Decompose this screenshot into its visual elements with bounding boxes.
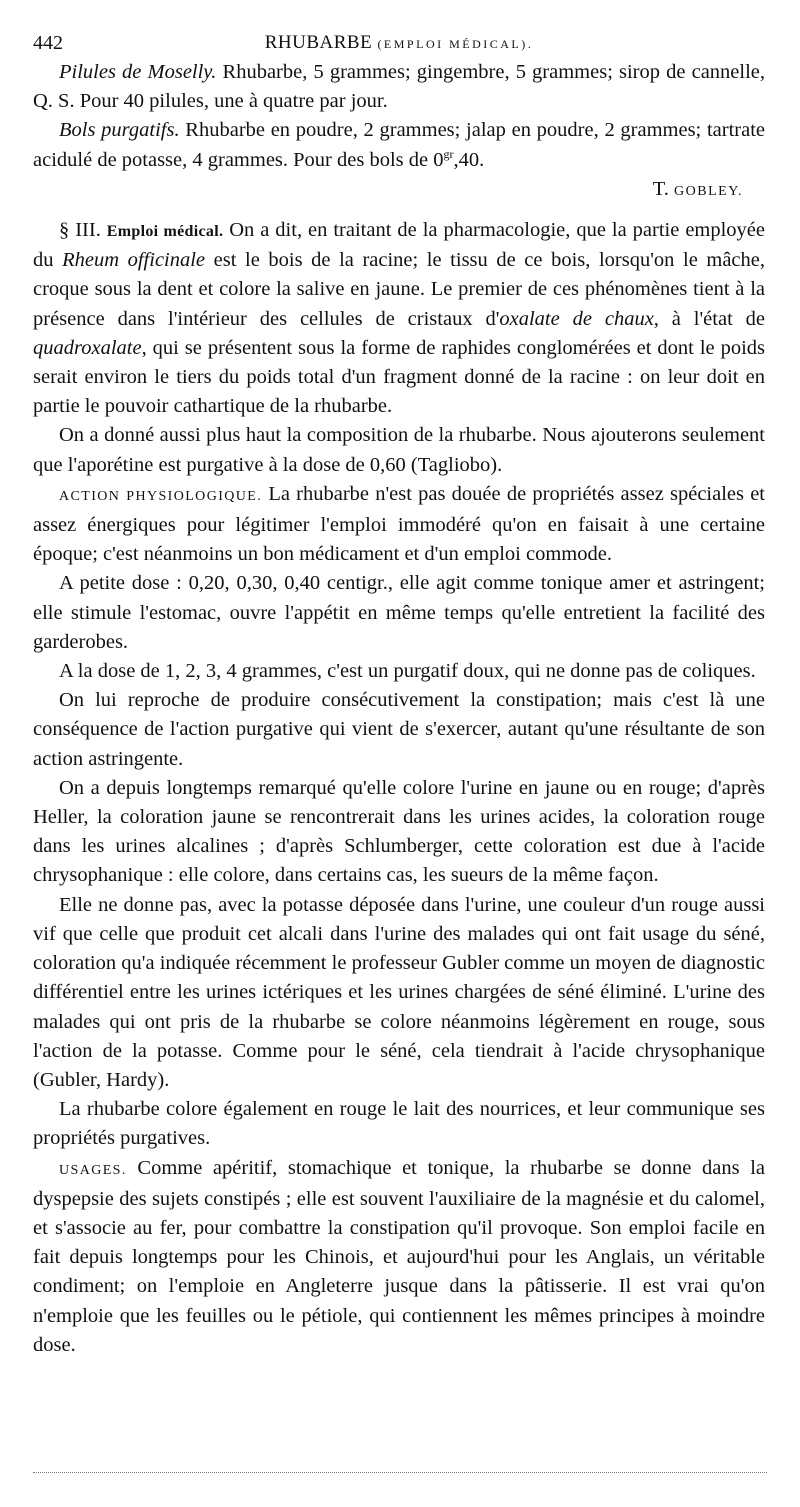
section-title: Emploi médical. (106, 223, 224, 241)
page (33, 28, 765, 1360)
text-run: , qui se présentent sous la forme de raphides conglomérées et dont le poids serait environ le tiers du poids total d'un fragment donné de la racine : on leur doit en partie le pouvoir cathartique de la rhubarbe. (33, 336, 765, 418)
signature-name: GOBLEY. (674, 183, 743, 199)
text-run: est le bois de la racine; le tissu de ce bois, lorsqu'on le mâche, croque sous la dent et colore la salive en jaune. Le premier de ces phénomènes tient à la présence dans l'intérieur des cellules de cristaux d' (33, 249, 766, 330)
action-text: La rhubarbe n'est pas douée de propriétés assez spéciales et assez énergiques pour légitimer l'emploi immodéré qu'on en faisait à une certaine époque; c'est néanmoins un bon médicament et d'un emploi commode. (33, 482, 765, 566)
formula-pilules (33, 58, 765, 116)
formula-bols (33, 116, 765, 174)
page-number: 442 (33, 32, 63, 54)
paragraph-dose-grammes: A la dose de 1, 2, 3, 4 grammes, c'est un purgatif doux, qui ne donne pas de coliques. (59, 660, 756, 683)
author-signature (33, 175, 765, 206)
usages-text: Comme apéritif, stomachique et tonique, la rhubarbe se donne dans la dyspepsie des sujets constipés ; elle est souvent l'auxiliaire de la magnésie et du calomel, et s'associe au fer, pour combattre la constipation qu'il provoque. Son emploi facile en fait depuis longtemps pour les Chinois, et aujourd'hui pour les Anglais, un véritable condiment; on l'emploie en Angleterre jusque dans la pâtisserie. Il est vrai qu'on n'emploie que les feuilles ou le pétiole, qui contiennent les mêmes principes à moindre dose. (33, 1156, 765, 1356)
paragraph-nourrices: La rhubarbe colore également en rouge le lait des nourrices, et leur communique ses propriétés purgatives. (33, 1098, 765, 1150)
action-heading: ACTION PHYSIOLOGIQUE. (59, 488, 263, 504)
formula-text: Rhubarbe en poudre, 2 grammes; jalap en poudre, 2 grammes; tartrate acidulé de potasse, 4 grammes. Pour des bols de 0 (33, 119, 765, 171)
formula-text-tail: ,40. (453, 148, 485, 171)
signature-initial: T. (652, 177, 669, 200)
formula-superscript: gr (443, 146, 454, 161)
paragraph-urine-color: On a depuis longtemps remarqué qu'elle colore l'urine en jaune ou en rouge; d'après Heller, la coloration jaune se rencontrerait dans les urines acides, la coloration rouge dans les urines alcalines ; d'après Schlumberger, cette coloration est due à l'acide chrysophanique : elle colore, dans certains cas, les sueurs de la même façon. (33, 776, 765, 887)
section-number: § III. (59, 219, 101, 242)
italic-term: quadroxalate (33, 336, 142, 359)
paragraph-usages (33, 1154, 765, 1360)
paragraph-petite-dose: A petite dose : 0,20, 0,30, 0,40 centigr., elle agit comme tonique amer et astringent; elle stimule l'estomac, ouvre l'appétit en même temps qu'elle entretient la facilité des garderobes. (33, 572, 765, 653)
paragraph-constipation: On lui reproche de produire consécutivement la constipation; mais c'est là une conséquence de l'action purgative qui vient de s'exercer, autant qu'une résultante de son action astringente. (33, 689, 765, 770)
paragraph-potasse: Elle ne donne pas, avec la potasse déposée dans l'urine, une couleur d'un rouge aussi vif que celle que produit cet alcali dans l'urine des malades qui ont fait usage du séné, coloration qu'a indiquée récemment le professeur Gubler comme un moyen de diagnostic différentiel entre les urines ictériques et les urines chargées de séné éliminé. L'urine des malades qui ont pris de la rhubarbe se colore néanmoins légèrement en rouge, sous l'action de la potasse. Comme pour le séné, cela tiendrait à l'acide chrysophanique (Gubler, Hardy). (33, 893, 765, 1091)
paragraph-aporetine: On a donné aussi plus haut la composition de la rhubarbe. Nous ajouterons seulement que l'aporétine est purgative à la dose de 0,60 (Tagliobo). (33, 424, 765, 476)
running-title-main: RHUBARBE (264, 32, 373, 53)
footer-dotted-rule (33, 1472, 767, 1473)
formula-name: Pilules de Moselly. (59, 61, 217, 83)
running-title (33, 28, 765, 59)
text-run: , à l'état de (653, 307, 765, 330)
usages-heading: USAGES. (59, 1162, 127, 1178)
formula-text: Rhubarbe, 5 grammes; gingembre, 5 grammes; sirop de cannelle, Q. S. Pour 40 pilules, une à quatre par jour. (33, 61, 766, 113)
italic-term: oxalate de chaux (499, 307, 654, 330)
formula-name: Bols purgatifs. (59, 119, 180, 142)
italic-term: Rheum officinale (62, 249, 206, 272)
section-paragraph-1 (33, 216, 765, 421)
running-header (33, 28, 765, 58)
paragraph-action (33, 480, 765, 570)
text-run: On a dit, en traitant de la pharmacologie, que la partie employée du (33, 219, 766, 272)
running-title-sub: (EMPLOI MÉDICAL). (377, 37, 534, 51)
